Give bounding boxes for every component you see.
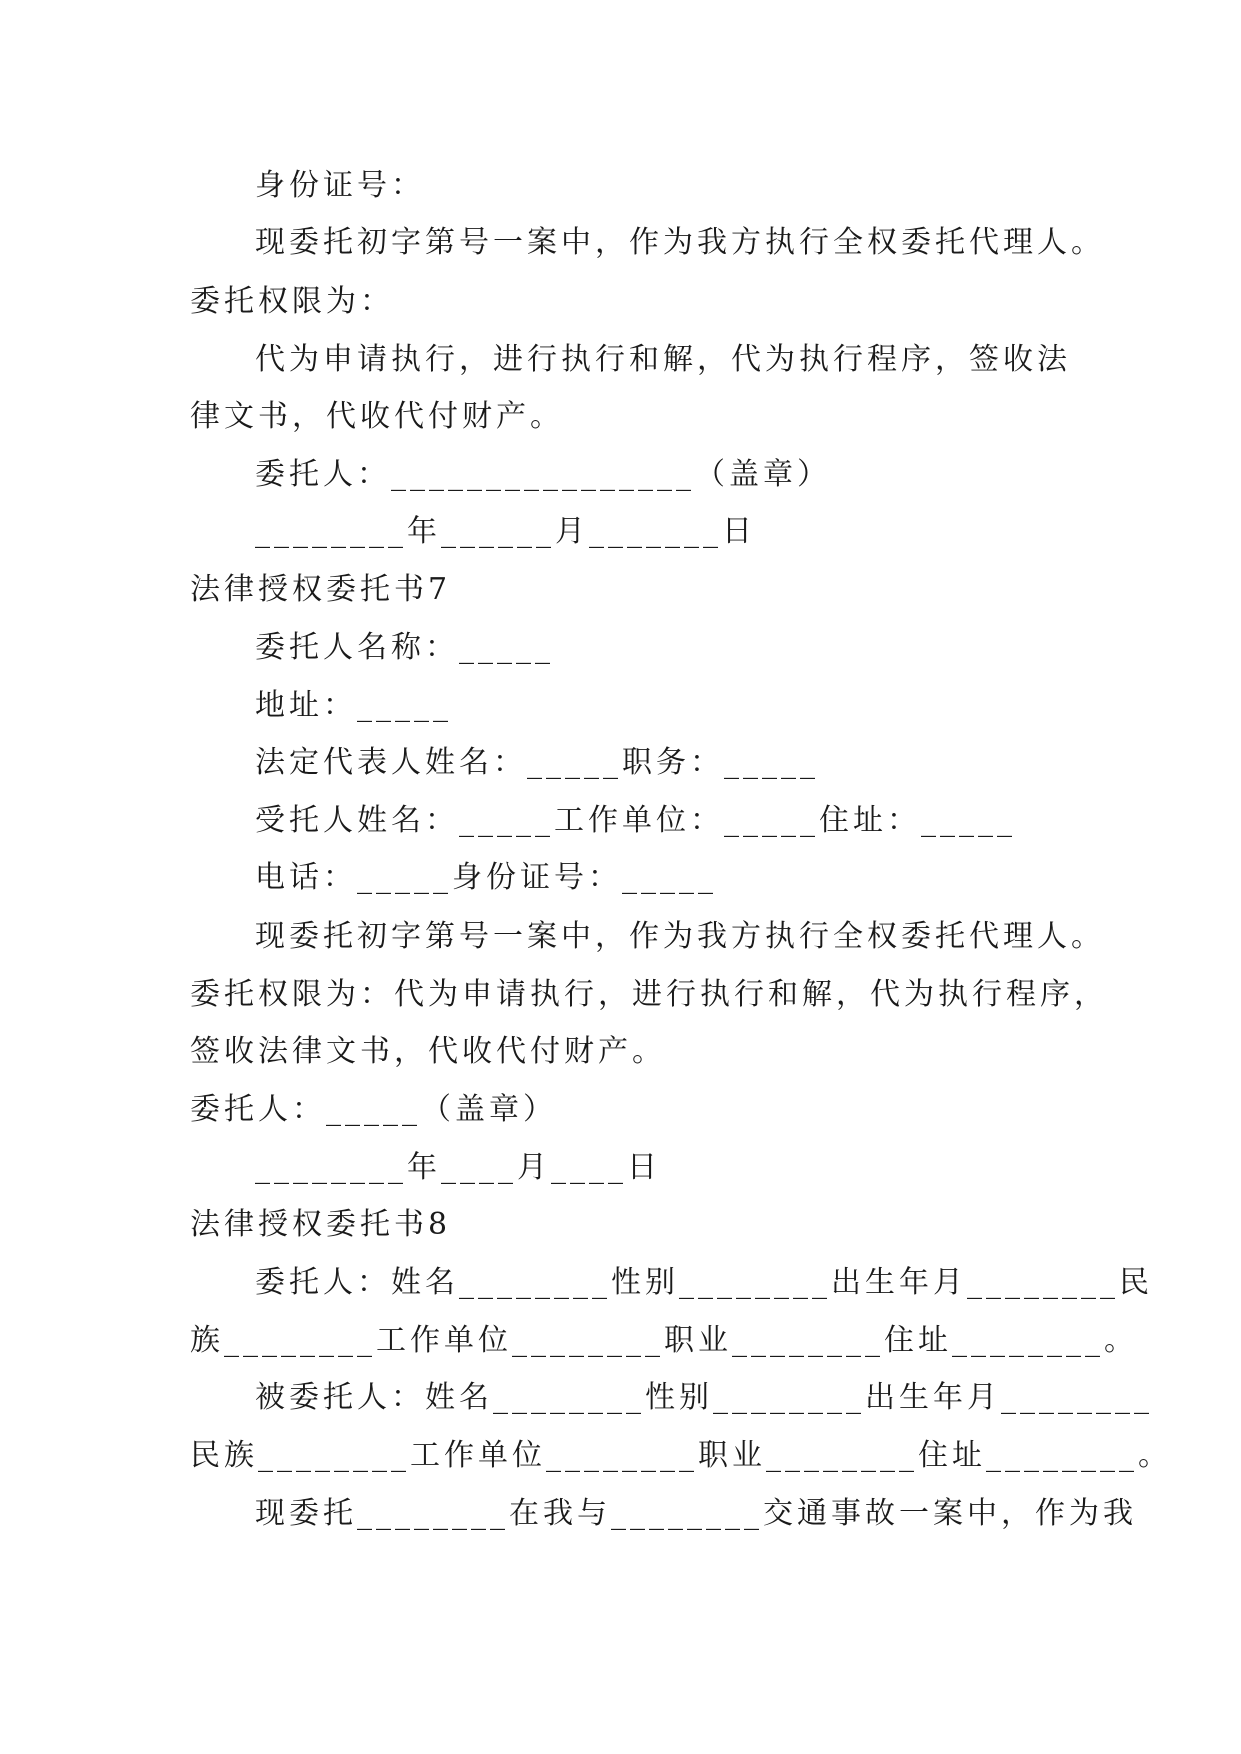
signature-line: 委托人：_____（盖章） xyxy=(190,1092,557,1127)
form-field: 电话：_____身份证号：_____ xyxy=(255,860,717,895)
form-field: 民族________工作单位________职业________住址________。 xyxy=(190,1438,1172,1473)
form-field: 被委托人：姓名________性别________出生年月________ xyxy=(255,1380,1153,1415)
date-line: ________年______月_______日 xyxy=(255,514,756,549)
paragraph: 委托权限为： xyxy=(190,284,394,319)
id-number-label: 身份证号： xyxy=(255,168,425,203)
paragraph: 现委托________在我与________交通事故一案中，作为我 xyxy=(255,1496,1137,1531)
paragraph: 签收法律文书，代收代付财产。 xyxy=(190,1034,666,1069)
date-line: ________年____月____日 xyxy=(255,1150,661,1185)
paragraph: 代为申请执行，进行执行和解，代为执行程序，签收法 xyxy=(255,342,1071,377)
paragraph: 现委托初字第号一案中，作为我方执行全权委托代理人。 xyxy=(255,919,1105,954)
paragraph: 委托权限为：代为申请执行，进行执行和解，代为执行程序， xyxy=(190,977,1108,1012)
section-heading: 法律授权委托书8 xyxy=(190,1207,452,1242)
form-field: 法定代表人姓名：_____职务：_____ xyxy=(255,745,819,780)
paragraph: 现委托初字第号一案中，作为我方执行全权委托代理人。 xyxy=(255,225,1105,260)
form-field: 受托人姓名：_____工作单位：_____住址：_____ xyxy=(255,803,1016,838)
form-field: 族________工作单位________职业________住址________。 xyxy=(190,1323,1138,1358)
form-field: 委托人名称：_____ xyxy=(255,630,554,665)
form-field: 委托人：姓名________性别________出生年月________民 xyxy=(255,1265,1153,1300)
signature-line: 委托人：________________（盖章） xyxy=(255,457,831,492)
paragraph: 律文书，代收代付财产。 xyxy=(190,399,564,434)
section-heading: 法律授权委托书7 xyxy=(190,572,452,607)
form-field: 地址：_____ xyxy=(255,688,452,723)
